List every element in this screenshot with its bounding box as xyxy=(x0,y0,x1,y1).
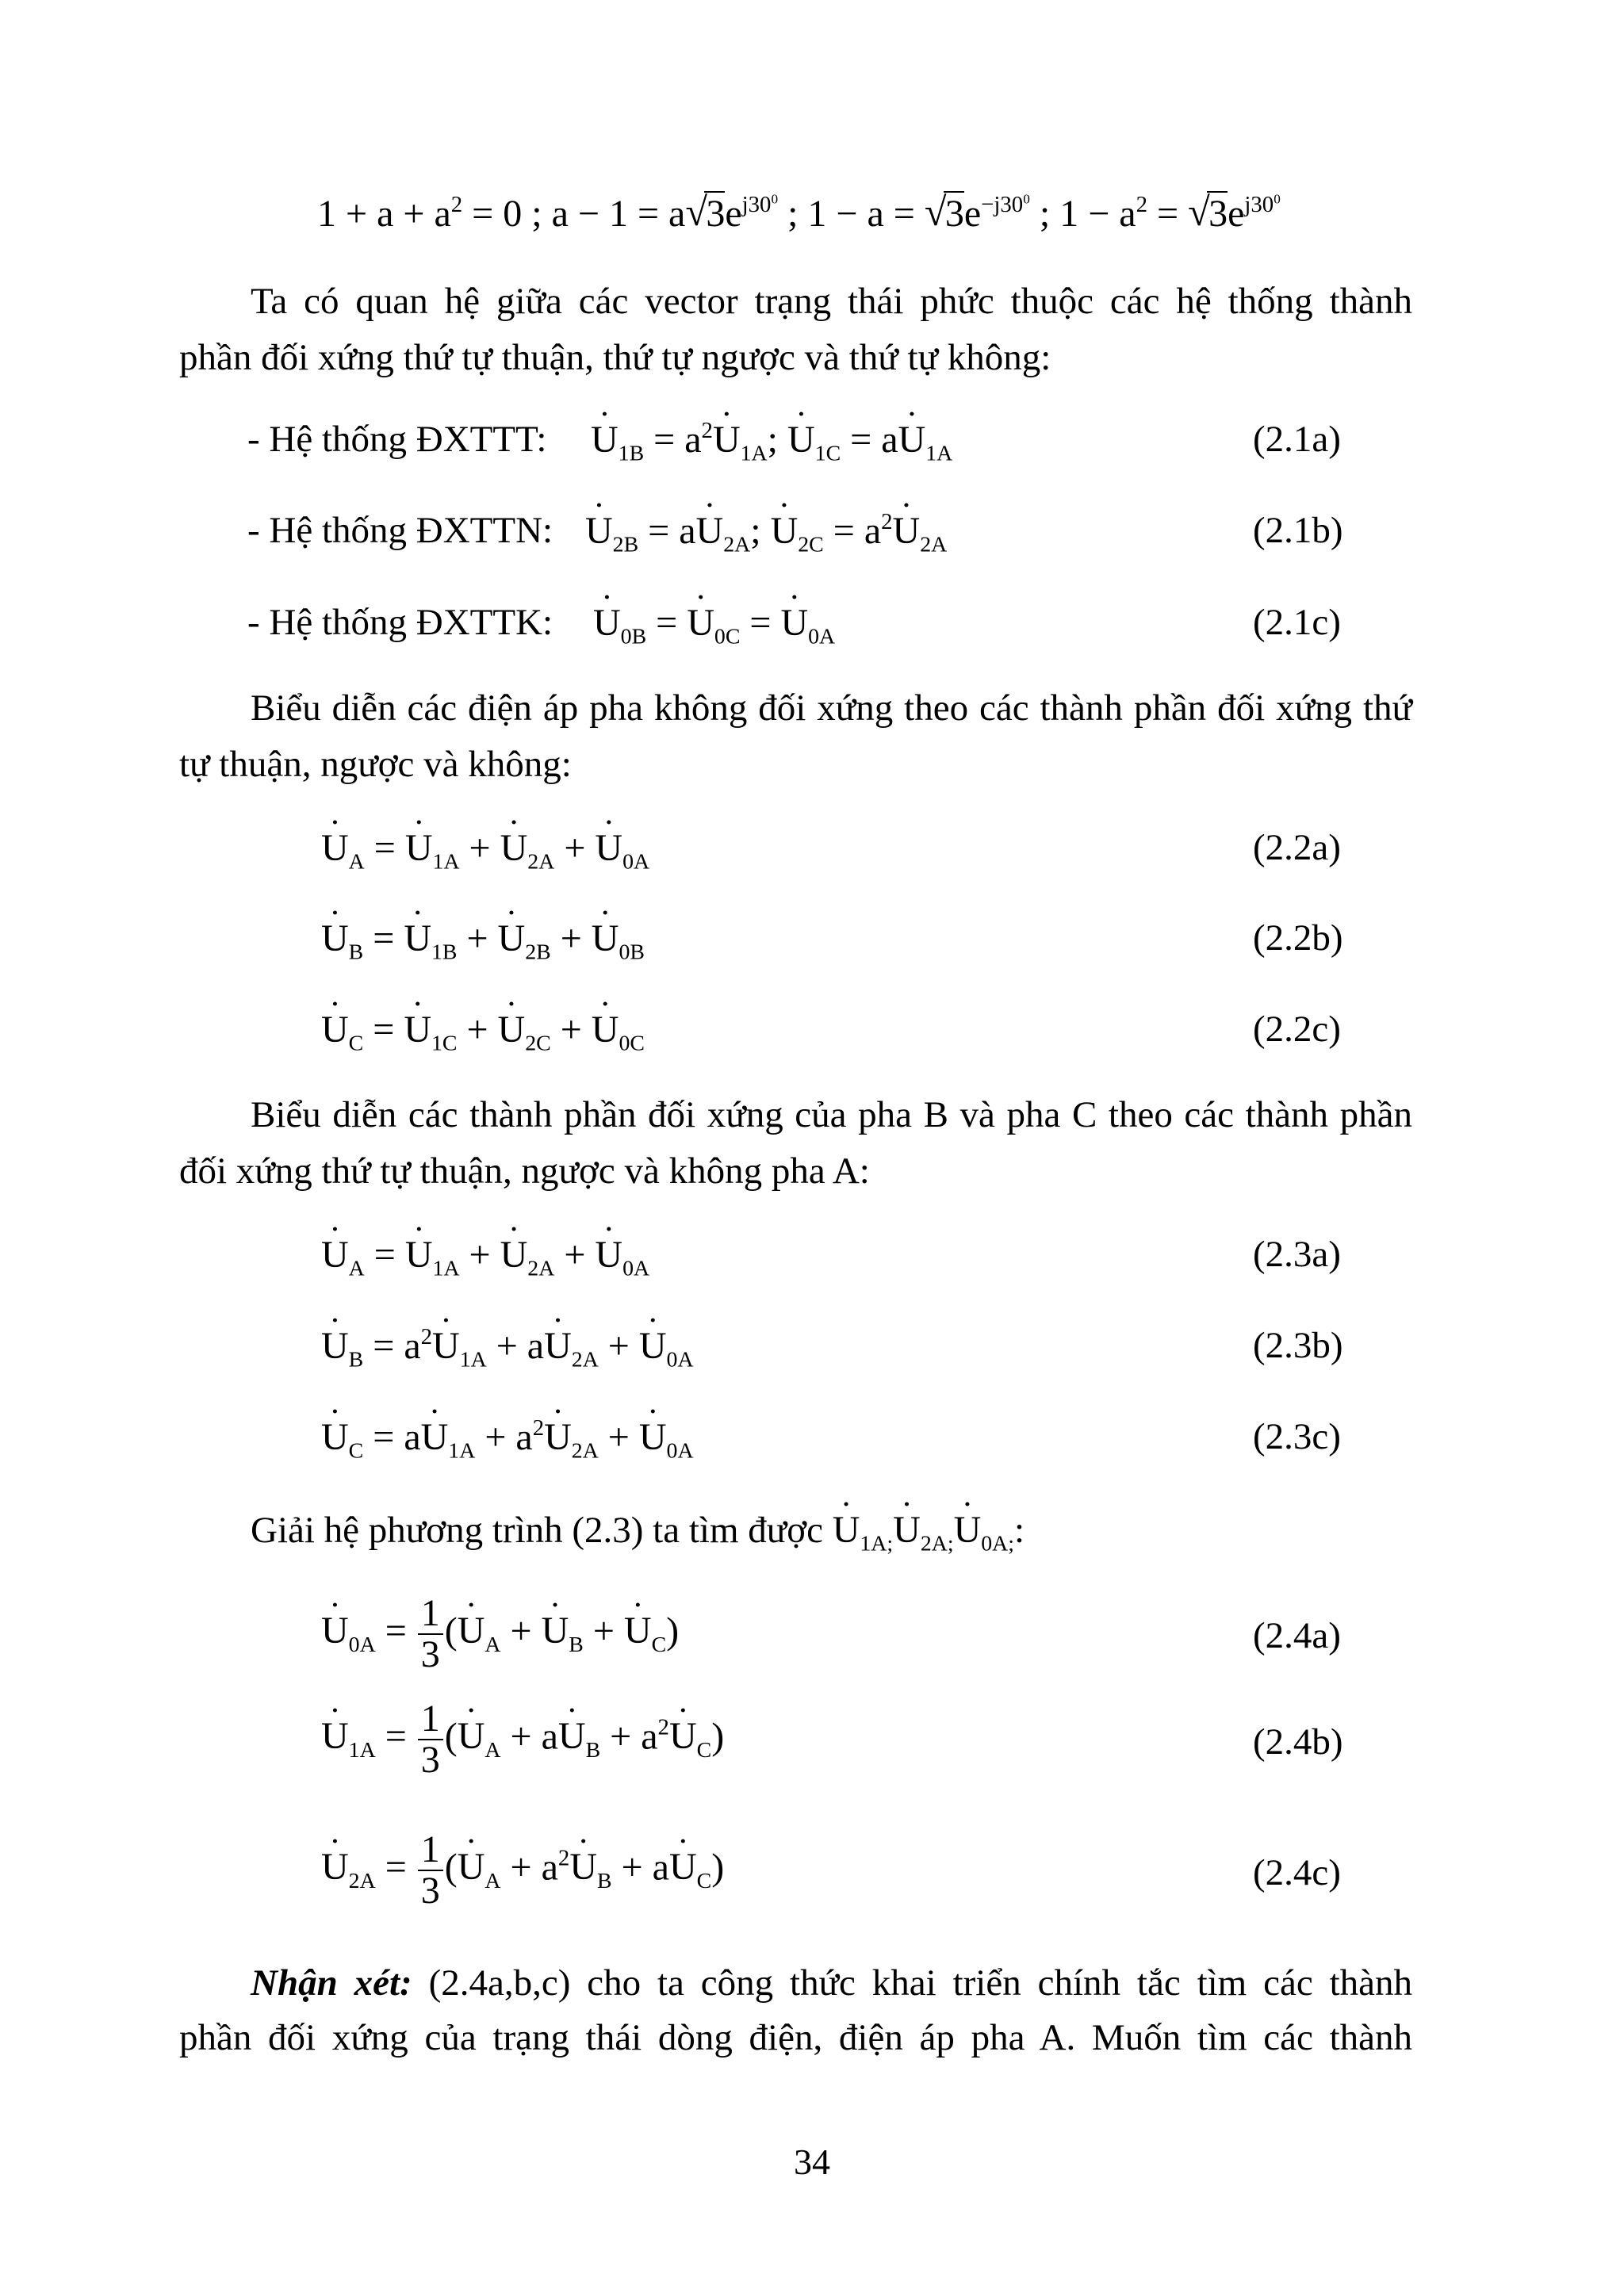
equation-number: (2.1b) xyxy=(1253,510,1343,551)
page-number: 34 xyxy=(794,2142,830,2182)
paragraph-line: Ta có quan hệ giữa các vector trạng thái phức thuộc các hệ thống thành xyxy=(251,281,1412,322)
remark-label: Nhận xét: xyxy=(251,1962,412,2004)
remark-line: Nhận xét: (2.4a,b,c) cho ta công thức khai triển chính tắc tìm các thành xyxy=(251,1962,1413,2004)
equation-2-2c: ˙ $U_C$ = ˙ $U_{1C}$ + ˙ $U_{2C}$ + ˙ $U_{0C}$ xyxy=(321,1011,645,1049)
equation-2-4a: ˙ $U_{0A}$ = $\frac{1}{3}$ (˙ $U_A$ + ˙ $U_B$ + ˙ $U_C$) xyxy=(321,1594,679,1675)
equation-number: (2.1a) xyxy=(1253,419,1341,460)
equation-number: (2.1c) xyxy=(1253,602,1341,643)
equation-number: (2.4b) xyxy=(1253,1721,1343,1763)
equation-2-3c: ˙ $U_C$ = a˙ $U_{1A}$ + $a^2˙$ $U_{2A}$ + ˙ $U_{0A}$ xyxy=(321,1418,694,1457)
equation-number: (2.2c) xyxy=(1253,1009,1341,1050)
fraction-one-third: $\frac{1}{3}$ xyxy=(418,1699,443,1781)
sqrt-symbol: √ 3 xyxy=(685,189,726,235)
solve-line: Giải hệ phương trình (2.3) ta tìm được ˙ $U_{1A;}˙$ $U_{2A;}˙$ $U_{0A;}$: xyxy=(251,1511,1025,1549)
equation-2-1c: ˙ $U_{0B}$ = ˙ $U_{0C}$ = ˙ $U_{0A}$ xyxy=(593,604,835,642)
fraction-one-third: $\frac{1}{3}$ xyxy=(418,1830,443,1912)
equation-number: (2.3c) xyxy=(1253,1416,1341,1457)
equation-number: (2.4c) xyxy=(1253,1852,1341,1893)
paragraph-line: Biểu diễn các thành phần đối xứng của pha B và pha C theo các thành phần xyxy=(251,1094,1412,1135)
system-label: - Hệ thống ĐXTTN: xyxy=(247,510,553,551)
equation-number: (2.4a) xyxy=(1253,1615,1341,1656)
identity-equation: $1 + a + a^2 = 0$ ; a − 1 = a √ $3e^{j30^0}$ ; 1 − a = √ $3e^{-j30^0}$ ; $1 - a^2$ = √ $3e^{j30^0}$ xyxy=(317,189,1281,235)
equation-number: (2.2b) xyxy=(1253,917,1343,959)
equation-2-3b: ˙ $U_B$ = $a^2˙$ $U_{1A}$ + a˙ $U_{2A}$ + ˙ $U_{0A}$ xyxy=(321,1327,694,1365)
equation-2-4b: ˙ $U_{1A}$ = $\frac{1}{3}$ (˙ $U_A$ + a˙ $U_B$ + $a^2˙$ $U_C$) xyxy=(321,1699,724,1781)
paragraph-line: Biểu diễn các điện áp pha không đối xứng theo các thành phần đối xứng thứ xyxy=(251,687,1412,729)
equation-2-4c: ˙ $U_{2A}$ = $\frac{1}{3}$ (˙ $U_A$ + $a^2˙$ $U_B$ + a˙ $U_C$) xyxy=(321,1830,724,1912)
equation-number: (2.2a) xyxy=(1253,827,1341,868)
equation-2-1a: ˙ $U_{1B}$ = $a^2˙$ $U_{1A}$; ˙ $U_{1C}$ = a˙ $U_{1A}$ xyxy=(591,421,952,459)
equation-2-2a: ˙ $U_A$ = ˙ $U_{1A}$ + ˙ $U_{2A}$ + ˙ $U_{0A}$ xyxy=(321,829,649,867)
paragraph-line: đối xứng thứ tự thuận, ngược và không pha A: xyxy=(179,1150,870,1192)
equation-2-2b: ˙ $U_B$ = ˙ $U_{1B}$ + ˙ $U_{2B}$ + ˙ $U_{0B}$ xyxy=(321,920,645,958)
equation-2-3a: ˙ $U_A$ = ˙ $U_{1A}$ + ˙ $U_{2A}$ + ˙ $U_{0A}$ xyxy=(321,1236,649,1274)
system-label: - Hệ thống ĐXTTK: xyxy=(247,602,553,643)
equation-number: (2.3b) xyxy=(1253,1325,1343,1366)
equation-2-1b: ˙ $U_{2B}$ = a˙ $U_{2A}$; ˙ $U_{2C}$ = $a^2˙$ $U_{2A}$ xyxy=(585,512,947,550)
paragraph-line: phần đối xứng thứ tự thuận, thứ tự ngược và thứ tự không: xyxy=(179,337,1051,378)
system-label: - Hệ thống ĐXTTT: xyxy=(247,419,547,460)
fraction-one-third: $\frac{1}{3}$ xyxy=(418,1594,443,1675)
remark-line: phần đối xứng của trạng thái dòng điện, điện áp pha A. Muốn tìm các thành xyxy=(179,2017,1412,2058)
paragraph-line: tự thuận, ngược và không: xyxy=(179,744,572,785)
equation-number: (2.3a) xyxy=(1253,1234,1341,1275)
